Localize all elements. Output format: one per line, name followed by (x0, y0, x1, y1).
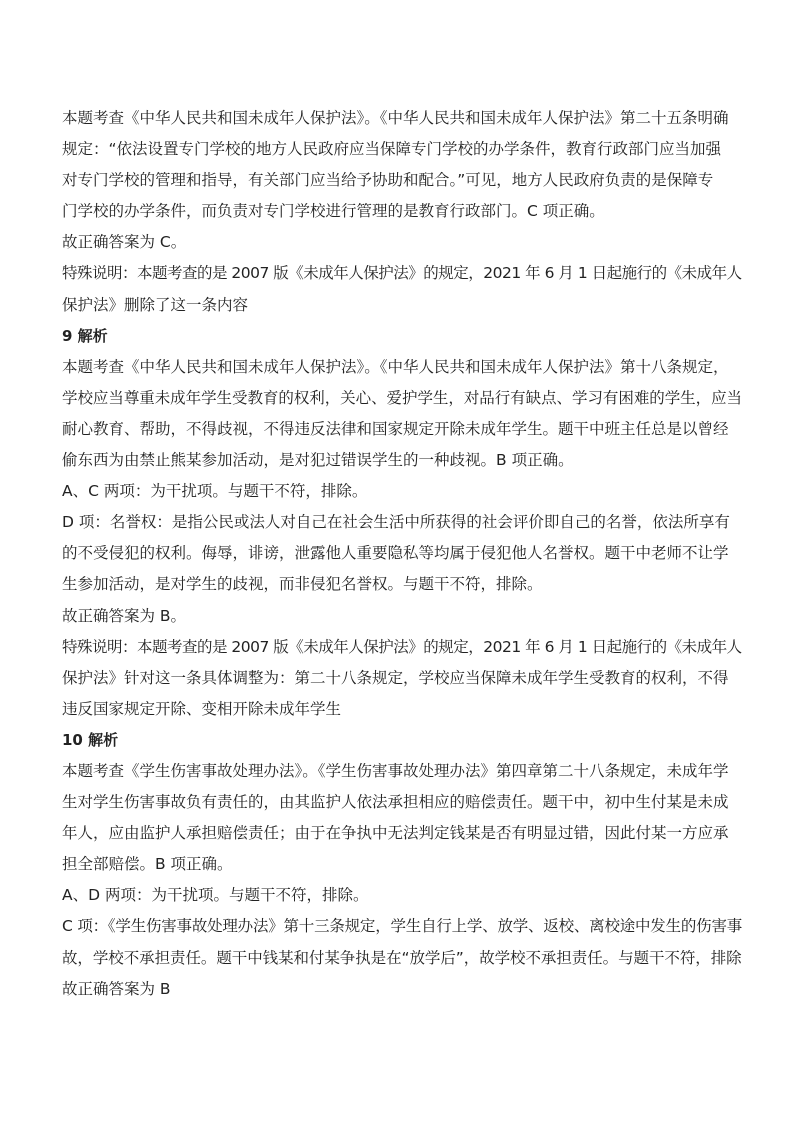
text-line: 特殊说明：本题考查的是 2007 版《未成年人保护法》的规定，2021 年 6 月 1 日起施行的《未成年人 (62, 264, 742, 283)
text-line: 生对学生伤害事故负有责任的，由其监护人依法承担相应的赔偿责任。题干中，初中生付某是未成 (62, 793, 729, 812)
text-line: A、C 两项：为干扰项。与题干不符，排除。 (62, 482, 368, 501)
section-heading: 9 解析 (62, 326, 108, 345)
text-line: 门学校的办学条件，而负责对专门学校进行管理的是教育行政部门。C 项正确。 (62, 202, 605, 221)
text-line: 故正确答案为 B (62, 979, 171, 998)
text-line: 本题考查《中华人民共和国未成年人保护法》。《中华人民共和国未成年人保护法》第十八条规定， (62, 357, 729, 376)
text-line: 规定：“依法设置专门学校的地方人民政府应当保障专门学校的办学条件，教育行政部门应当加强 (62, 140, 722, 159)
text-line: 本题考查《中华人民共和国未成年人保护法》。《中华人民共和国未成年人保护法》第二十五条明确 (62, 109, 729, 127)
text-line: 生参加活动，是对学生的歧视，而非侵犯名誉权。与题干不符，排除。 (62, 575, 543, 594)
text-line: 特殊说明：本题考查的是 2007 版《未成年人保护法》的规定，2021 年 6 月 1 日起施行的《未成年人 (62, 637, 742, 656)
section-heading: 10 解析 (62, 730, 119, 749)
document-body (62, 103, 742, 1005)
text-line: 偷东西为由禁止熊某参加活动，是对犯过错误学生的一种歧视。B 项正确。 (62, 451, 574, 470)
text-line: D 项：名誉权：是指公民或法人对自己在社会生活中所获得的社会评价即自己的名誉，依法所享有 (62, 513, 730, 532)
text-line: 故正确答案为 B。 (62, 606, 187, 625)
text-line: 本题考查《学生伤害事故处理办法》。《学生伤害事故处理办法》第四章第二十八条规定，未成年学 (62, 761, 729, 780)
text-line: 保护法》针对这一条具体调整为：第二十八条规定，学校应当保障未成年学生受教育的权利，不得 (62, 668, 729, 687)
text-line: 对专门学校的管理和指导，有关部门应当给予协助和配合。”可见，地方人民政府负责的是保障专 (62, 171, 714, 190)
text-line: 违反国家规定开除、变相开除未成年学生 (62, 699, 342, 718)
text-line: 学校应当尊重未成年学生受教育的权利，关心、爱护学生，对品行有缺点、学习有困难的学生，应当 (62, 388, 743, 407)
text-line: 年人，应由监护人承担赔偿责任；由于在争执中无法判定钱某是否有明显过错，因此付某一方应承 (62, 824, 729, 843)
text-line: 保护法》删除了这一条内容 (62, 295, 249, 314)
text-line: A、D 两项：为干扰项。与题干不符，排除。 (62, 886, 369, 905)
text-line: 故，学校不承担责任。题干中钱某和付某争执是在“放学后”，故学校不承担责任。与题干不符，排除 (62, 948, 742, 967)
text-line: 故正确答案为 C。 (62, 233, 187, 252)
text-line: 担全部赔偿。B 项正确。 (62, 855, 233, 874)
text-line: 耐心教育、帮助，不得歧视，不得违反法律和国家规定开除未成年学生。题干中班主任总是以曾经 (62, 419, 729, 438)
text-line: C 项：《学生伤害事故处理办法》第十三条规定，学生自行上学、放学、返校、离校途中发生的伤害事 (62, 917, 743, 936)
text-line: 的不受侵犯的权利。侮辱，诽谤，泄露他人重要隐私等均属于侵犯他人名誉权。题干中老师不让学 (62, 544, 729, 563)
